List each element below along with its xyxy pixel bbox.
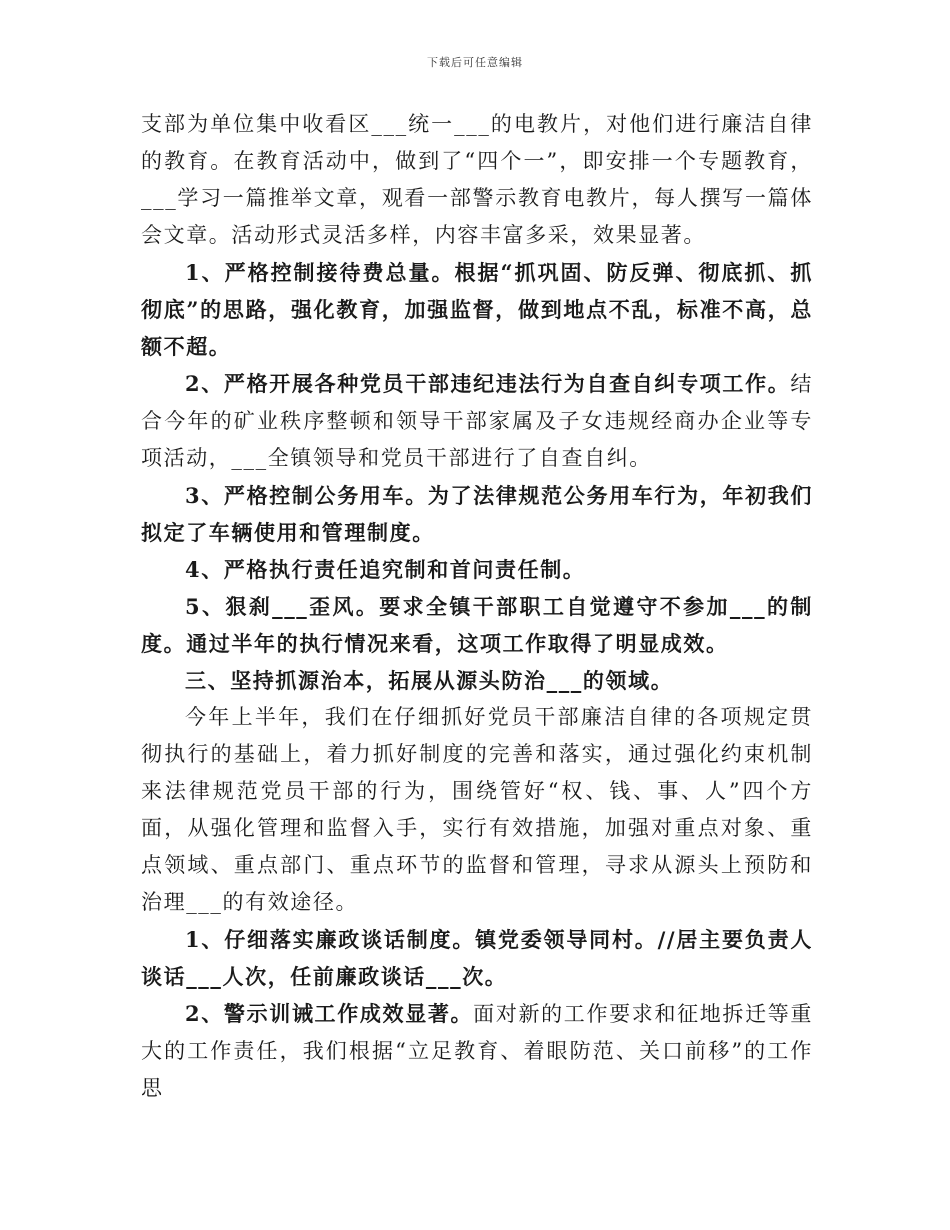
paragraph-body: 面对新的工作要求和征地拆迁等重大的工作责任，我们根据“立足教育、着眼防范、关口前移”的工作思	[141, 1002, 813, 1100]
document-body	[141, 106, 813, 1107]
page-header: 下载后可任意编辑	[427, 56, 523, 69]
paragraph-item-1-integrity-talks: 1、仔细落实廉政谈话制度。镇党委领导同村。//居主要负责人谈话___人次，任前廉政谈话___次。	[141, 927, 813, 989]
paragraph-lead: 2、严格开展各种党员干部违纪违法行为自查自纠专项工作。	[185, 371, 791, 396]
paragraph-intro: 支部为单位集中收看区___统一___的电教片，对他们进行廉洁自律的教育。在教育活动中，做到了“四个一”，即安排一个专题教育，___学习一篇推举文章，观看一部警示教育电教片，每人撰写一篇体会文章。活动形式灵活多样，内容丰富多采，效果显著。	[141, 112, 813, 247]
paragraph-item-5-crackdown: 5、狠刹___歪风。要求全镇干部职工自觉遵守不参加___的制度。通过半年的执行情况来看，这项工作取得了明显成效。	[141, 594, 813, 656]
paragraph-item-2-warning-education	[141, 995, 813, 1107]
paragraph-item-2-self-inspection	[141, 365, 813, 477]
paragraph-item-4-accountability: 4、严格执行责任追究制和首问责任制。	[185, 557, 586, 582]
paragraph-item-1-reception-fees: 1、严格控制接待费总量。根据“抓巩固、防反弹、彻底抓、抓彻底”的思路，强化教育，加强监督，做到地点不乱，标准不高，总额不超。	[141, 260, 813, 359]
paragraph-lead: 2、警示训诫工作成效显著。	[185, 1001, 474, 1026]
section-heading-3: 三、坚持抓源治本，拓展从源头防治___的领域。	[185, 668, 674, 693]
paragraph-section-3-body: 今年上半年，我们在仔细抓好党员干部廉洁自律的各项规定贯彻执行的基础上，着力抓好制度的完善和落实，通过强化约束机制来法律规范党员干部的行为，围绕管好“权、钱、事、人”四个方面，从强化管理和监督入手，实行有效措施，加强对重点对象、重点领域、重点部门、重点环节的监督和管理，寻求从源头上预防和治理___的有效途径。	[141, 705, 813, 914]
paragraph-body: 结合今年的矿业秩序整顿和领导干部家属及子女违规经商办企业等专项活动，___全镇领导和党员干部进行了自查自纠。	[141, 372, 813, 470]
paragraph-item-3-official-cars: 3、严格控制公务用车。为了法律规范公务用车行为，年初我们拟定了车辆使用和管理制度。	[141, 483, 813, 545]
